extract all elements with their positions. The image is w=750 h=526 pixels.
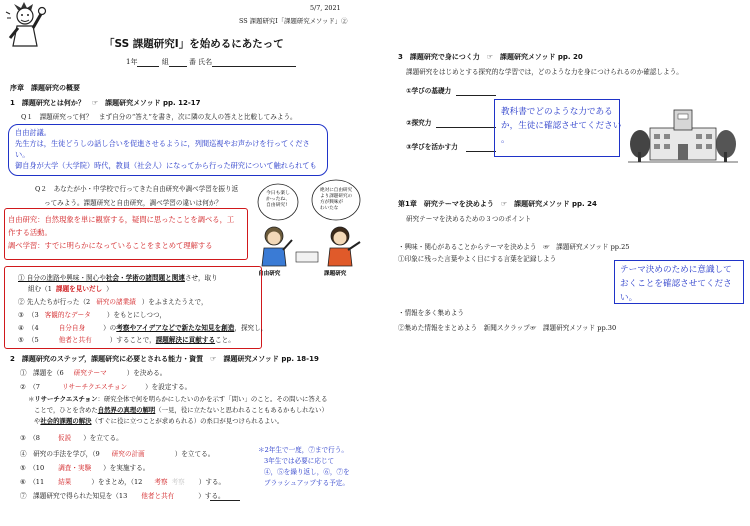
step-5: ⑤ （10 調査・実験 ）を実施する。 [20,464,150,472]
year-label: 1年 [126,58,138,66]
q2-line-2: ってみよう。課題研究と自由研究，調べ学習の違いは何か？ [44,199,223,207]
number-label: 番 [188,58,196,66]
page-title: 「SS 課題研究Ⅰ」を始めるにあたって [104,38,284,50]
step-7-underline [210,500,240,501]
point-1-item: ①印象に残った言葉やよく目にする言葉を記録しよう [398,255,557,263]
q1-heading: 1 課題研究とは何か？ ☞ 課題研究メソッド pp. 12-17 [10,99,201,107]
svg-text:より課題研究の: より課題研究の [320,194,353,199]
name-blank[interactable] [212,66,296,67]
definition-item-1: ① 自分の進路や興味・関心や社会・学術の諸問題と関連させ，取り [18,274,218,282]
chapter1-subheading: 研究テーマを決めるための３つのポイント [406,215,532,223]
header-subtitle: SS 課題研究Ⅰ「課題研究メソッド」② [239,17,348,25]
ability-2-underline [436,127,496,128]
ability-3: ③学びを活かす力 [406,143,458,151]
step-2: ② （7 リサーチクエスチョン ）を設定する。 [20,383,192,391]
definition-item-3: ③ （3 客観的なデータ ）をもとにしつつ， [18,311,166,319]
svg-text:かったね、: かったね、 [266,197,290,202]
number-blank[interactable] [169,66,187,67]
teacher-note-line: い。 [15,150,30,159]
ability-2: ②探究力 [406,119,432,127]
rq-note-line-2: ことで，ひとを含めた自然界の真理の解明（一見，役に立たないと思われることもあるかもしれない） [34,406,328,414]
teacher-note-line: 御自身が大学（大学院）時代，教員（社会人）になってから行った研究について触れられても [15,161,317,170]
ability-1-underline [456,95,496,96]
point-2-item: ②集めた情報をまとめよう 新聞スクラップ☞ 課題研究メソッド pp.30 [398,324,617,332]
free-vs-research-answer-box [4,208,248,260]
svg-text:わいたな: わいたな [320,206,339,211]
speech-bubble-left [258,184,298,220]
answer-line: 自由研究：自然現象を単に観察する，疑問に思ったことを調べる，工 [8,215,235,224]
point-1-heading: ・興味・関心があることからテーマを決めよう ☞ 課題研究メソッド pp.25 [398,243,630,251]
abilities-text: 課題研究をはじめとする探究的な学習では，どのような力を身につけられるのか確認しよう。 [406,68,683,76]
teacher-note-box-2: 教科書でどのような力である か，生徒に確認させてください 。 [494,99,620,157]
step-1: ① 課題を（6 研究テーマ ）を決める。 [20,369,167,377]
svg-text:自由研究!: 自由研究! [266,203,288,208]
svg-text:課題研究: 課題研究 [324,271,347,277]
answer-line: 作する活動。 [8,228,52,237]
teacher-note-box-3: テーマ決めのために意識して おくことを確認させてくださ い。 [614,260,744,304]
rq-note-line-1: ＊リサーチクエスチョン：研究全体で何を明らかにしたいのかを示す「問い」のこと。その問いに答える [28,395,328,403]
ability-1: ①学びの基礎力 [406,87,452,95]
svg-text:自由研究: 自由研究 [258,271,281,277]
rq-note-line-3: や社会的課題の解決（すぐに役に立つことが求められる）の糸口が見つけられるよい。 [34,417,284,425]
cheering-student-illustration [4,2,48,48]
student-info-line [126,57,296,67]
point-2-heading: ・情報を多く集めよう [398,309,464,317]
step-3: ③ （8 仮説 ）を立てる。 [20,434,123,442]
abilities-heading: 3 課題研究で身につく力 ☞ 課題研究メソッド pp. 20 [398,53,583,61]
students-illustration [252,178,370,278]
chapter1-heading: 第1章 研究テーマを決めよう ☞ 課題研究メソッド pp. 24 [398,200,597,208]
name-label: 氏名 [198,58,213,66]
schedule-note: ＊2年生で一度，⑦まで行う。 3年生では必要に応じて ④，⑤を繰り返し，⑥，⑦を ブラッシュアップする予定。 [258,446,350,487]
svg-text:方が興味が: 方が興味が [320,200,343,205]
definition-item-5: ⑤ （5 他者と共有 ）することで，課題解決に貢献すること。 [18,336,235,344]
q2-line-1: Q２ あなたが小・中学校で行ってきた自由研究や調べ学習を振り返 [35,185,239,193]
teacher-note-box-1 [8,124,328,176]
school-building-illustration [628,104,738,164]
class-blank[interactable] [137,66,159,67]
q1-text: Q１ 課題研究って何？ まず自分の“答え”を書き，次に隣の友人の答えと比較してみよう。 [21,113,297,121]
intro-heading: 序章 課題研究の概要 [10,84,80,92]
definition-item-1b: 組む（1 課題を見いだし ） [28,285,113,293]
teacher-note-line: 自由討議。 [15,128,51,137]
teacher-note-line: 先生方は，生徒どうしの話し合いを促進させるように，列間巡視やお声かけを行ってくださ [15,139,310,148]
definition-item-2: ② 先人たちが行った（2 研究の諸業績 ）をふまえたうえで， [18,298,208,306]
ability-3-underline [466,151,496,152]
step-6: ⑥ （11 結果 ）をまとめ，（12 考察 考察 ）する。 [20,478,226,486]
definition-item-4: ④ （4 自分自身 ）の考察やアイデアなどで新たな知見を創造，探究し， [18,324,268,332]
step-7: ⑦ 課題研究で得られた知見を（13 他者と共有 ）する。 [20,492,225,500]
class-label: 組 [161,58,169,66]
svg-text:絶対に自由研究: 絶対に自由研究 [320,188,353,193]
svg-text:今日も楽し: 今日も楽し [266,191,290,196]
steps-heading: 2 課題研究のステップ，課題研究に必要とされる能力・資質 ☞ 課題研究メソッド pp. 18-19 [10,355,319,363]
answer-line: 調べ学習：すでに明らかになっていることをまとめて理解する [8,241,213,250]
step-4: ④ 研究の手法を学び，（9 研究の計画 ）を立てる。 [20,450,215,458]
header-date: 5/7, 2021 [310,4,341,12]
